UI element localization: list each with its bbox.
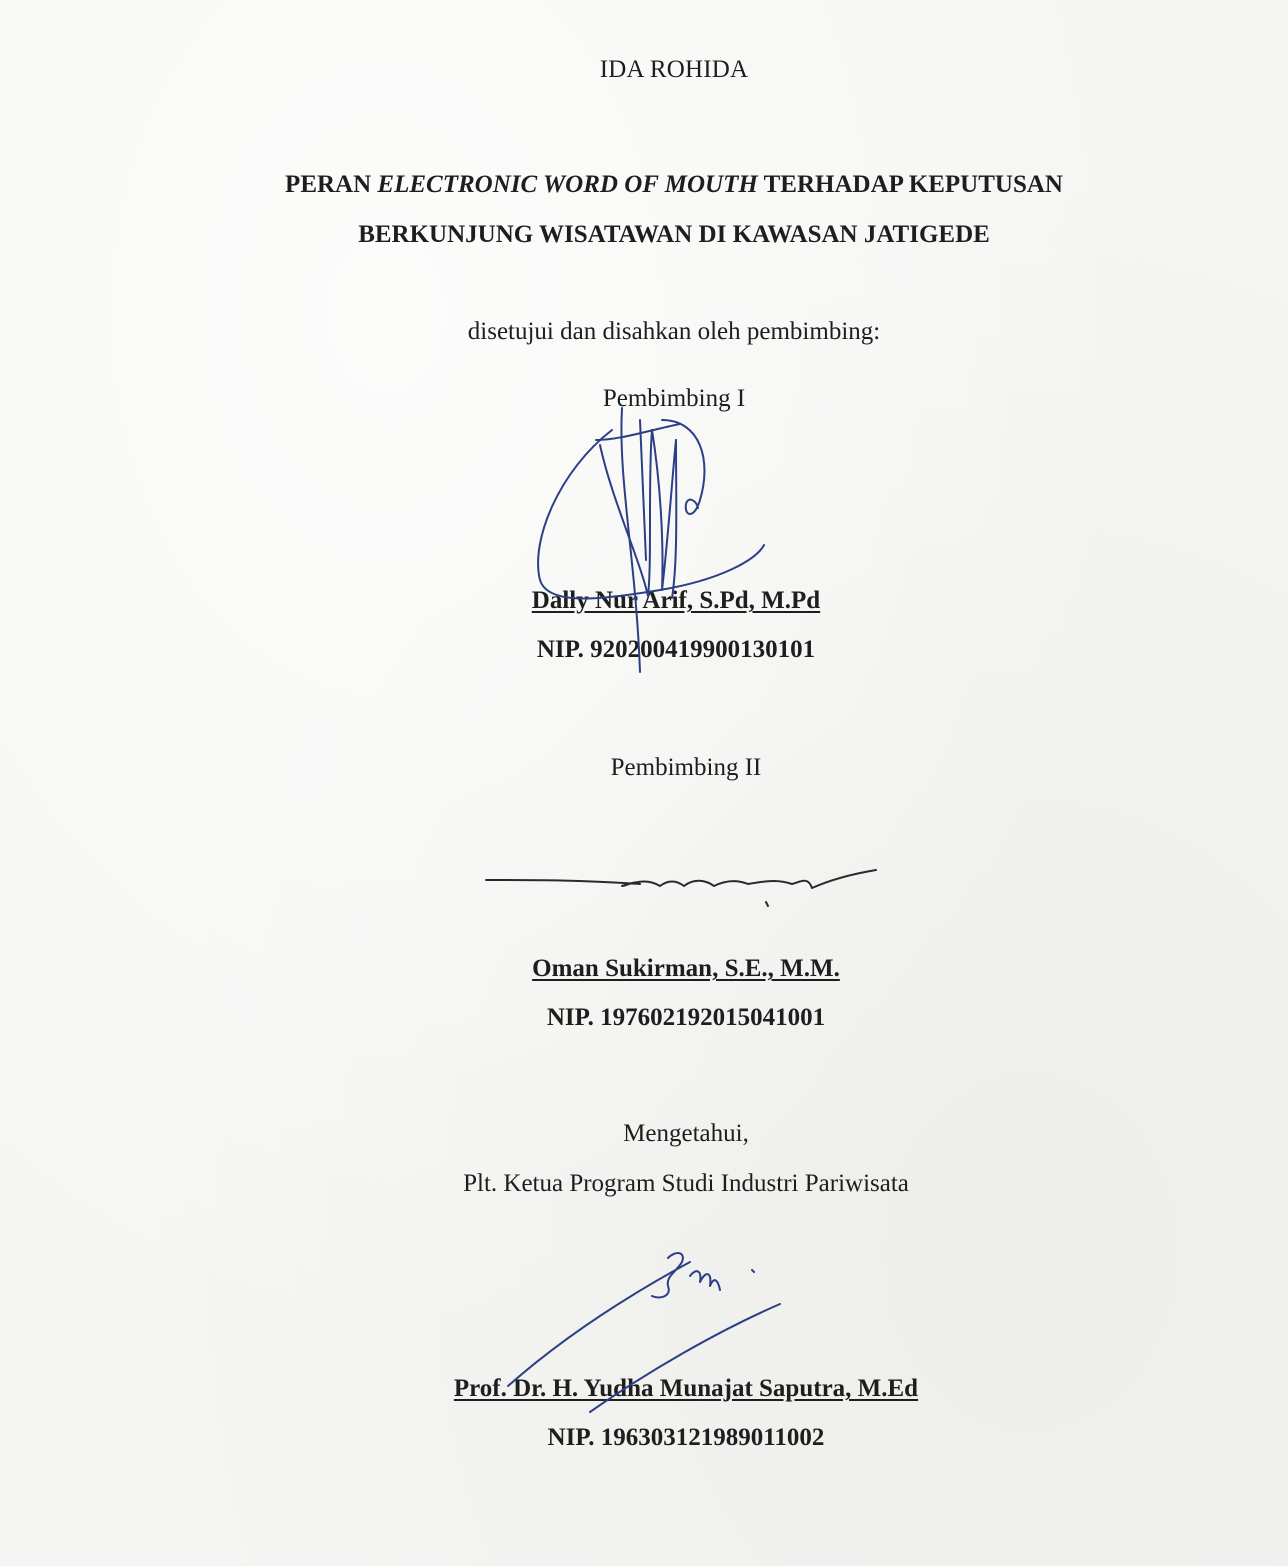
thesis-title-line-2: BERKUNJUNG WISATAWAN DI KAWASAN JATIGEDE bbox=[358, 221, 990, 248]
advisor-1-nip: NIP. 920200419900130101 bbox=[536, 636, 816, 663]
advisor-1-name: Dally Nur Arif, S.Pd, M.Pd bbox=[531, 587, 821, 614]
thesis-title-line-1 bbox=[30, 171, 1288, 199]
advisor-2-nip: NIP. 197602192015041001 bbox=[546, 1004, 826, 1031]
author-name: IDA ROHIDA bbox=[599, 56, 749, 83]
title-prefix: PERAN bbox=[285, 171, 378, 198]
head-of-program-nip: NIP. 196303121989011002 bbox=[547, 1424, 825, 1451]
advisor-2-name: Oman Sukirman, S.E., M.M. bbox=[532, 955, 840, 982]
acknowledgement-position: Plt. Ketua Program Studi Industri Pariwisata bbox=[463, 1170, 909, 1197]
approval-statement: disetujui dan disahkan oleh pembimbing: bbox=[467, 318, 881, 345]
advisor-2-role: Pembimbing II bbox=[610, 754, 762, 781]
title-suffix: TERHADAP KEPUTUSAN bbox=[757, 171, 1063, 198]
head-of-program-name: Prof. Dr. H. Yudha Munajat Saputra, M.Ed bbox=[453, 1375, 919, 1402]
advisor-1-role: Pembimbing I bbox=[602, 385, 746, 412]
acknowledgement-label: Mengetahui, bbox=[623, 1120, 749, 1147]
title-italic: ELECTRONIC WORD OF MOUTH bbox=[377, 171, 758, 198]
